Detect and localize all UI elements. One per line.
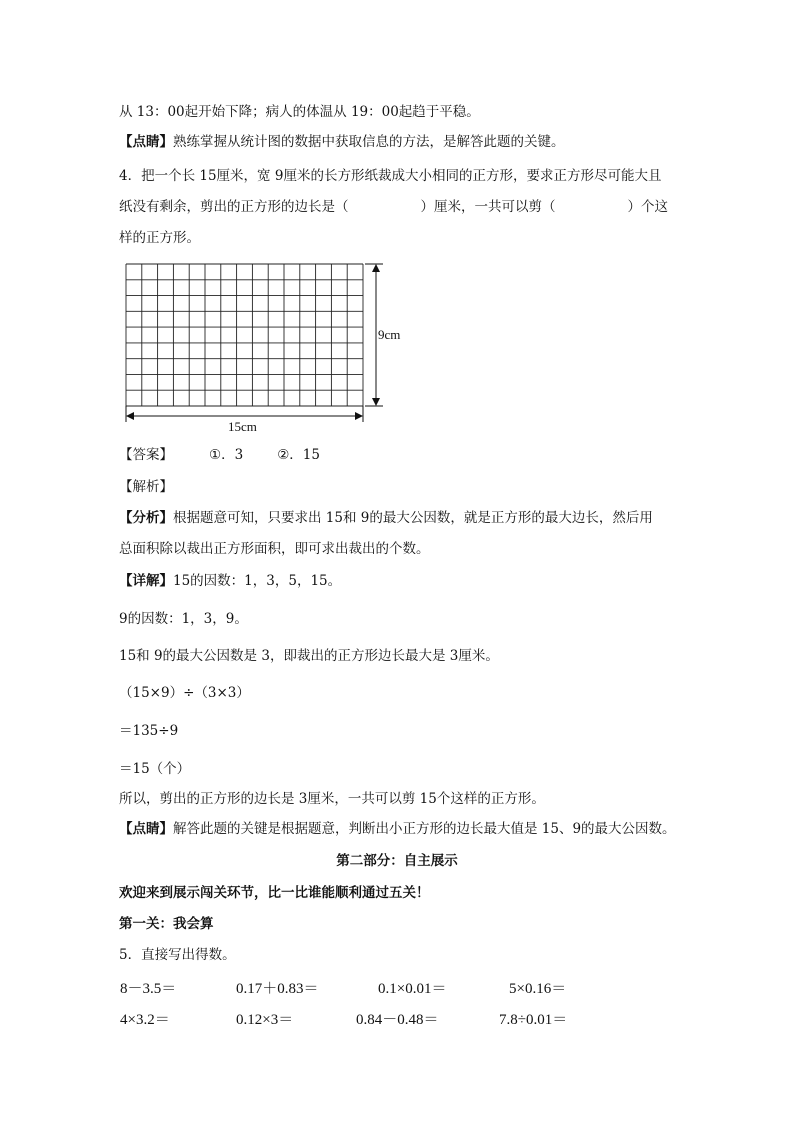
- calc-item: 0.1×0.01＝: [378, 981, 447, 997]
- calc-item: 4×3.2＝: [120, 1012, 170, 1028]
- fenxi-line-2: 总面积除以裁出正方形面积，即可求出裁出的个数。: [119, 541, 430, 557]
- xiangjie-line-5: ＝135÷9: [119, 723, 179, 739]
- grid-figure: [115, 258, 415, 438]
- calc-item: 5×0.16＝: [509, 981, 567, 997]
- fenxi-line-1: [119, 509, 653, 527]
- question-4-line-1: 4．把一个长 15厘米，宽 9厘米的长方形纸裁成大小相同的正方形，要求正方形尽可能大且: [119, 168, 662, 184]
- calc-item: 8－3.5＝: [120, 981, 177, 997]
- level-1-title: 第一关：我会算: [119, 916, 214, 932]
- xiangjie-line-7: 所以，剪出的正方形的边长是 3厘米，一共可以剪 15个这样的正方形。: [119, 791, 545, 807]
- question-5: 5．直接写出得数。: [119, 947, 236, 963]
- welcome-text: 欢迎来到展示闯关环节，比一比谁能顺利通过五关！: [119, 885, 430, 901]
- xiangjie-line-2: 9的因数：1，3，9。: [119, 611, 248, 627]
- height-label: 9cm: [378, 327, 401, 342]
- answer-2: ②．15: [277, 447, 320, 463]
- width-label: 15cm: [228, 419, 257, 434]
- question-4-line-3: 样的正方形。: [119, 230, 200, 246]
- dianjing-2-tag: 【点睛】: [119, 821, 173, 837]
- question-4-line-2: [119, 198, 668, 216]
- calc-item: 0.12×3＝: [236, 1012, 294, 1028]
- dianjing-2-text: 解答此题的关键是根据题意，判断出小正方形的边长最大值是 15、9的最大公因数。: [173, 821, 676, 837]
- calc-item: 0.17＋0.83＝: [236, 981, 319, 997]
- xiangjie-tag: 【详解】: [119, 573, 173, 589]
- dianjing-2-line: [119, 820, 676, 838]
- part-2-title: 第二部分：自主展示: [336, 853, 458, 869]
- answer-tag: 【答案】: [119, 447, 173, 463]
- question-4-text-c: ）个这: [627, 199, 668, 215]
- xiangjie-line-6: ＝15（个）: [119, 761, 191, 777]
- xiangjie-line-1: [119, 572, 341, 590]
- xiangjie-line-4: （15×9）÷（3×3）: [119, 685, 250, 701]
- calc-item: 7.8÷0.01＝: [499, 1012, 568, 1028]
- calc-item: 0.84－0.48＝: [356, 1012, 439, 1028]
- fenxi-text-1: 根据题意可知，只要求出 15和 9的最大公因数，就是正方形的最大边长，然后用: [173, 510, 653, 526]
- analysis-tag: 【解析】: [119, 479, 173, 495]
- question-4-text-b: ）厘米，一共可以剪（: [420, 199, 556, 215]
- question-4-text-a: 纸没有剩余，剪出的正方形的边长是（: [119, 199, 349, 215]
- dianjing-text: 熟练掌握从统计图的数据中获取信息的方法，是解答此题的关键。: [173, 134, 565, 150]
- paragraph-dianjing: [119, 133, 565, 151]
- paragraph-conclusion: 从 13：00起开始下降；病人的体温从 19：00起趋于平稳。: [119, 104, 480, 120]
- fenxi-tag: 【分析】: [119, 510, 173, 526]
- answer-1: ①．3: [209, 447, 244, 463]
- xiangjie-line-3: 15和 9的最大公因数是 3，即裁出的正方形边长最大是 3厘米。: [119, 648, 499, 664]
- dianjing-tag: 【点睛】: [119, 134, 173, 150]
- xiangjie-text-1: 15的因数：1，3，5，15。: [173, 573, 342, 589]
- grid-lines: [126, 264, 363, 406]
- answer-line: [119, 446, 320, 464]
